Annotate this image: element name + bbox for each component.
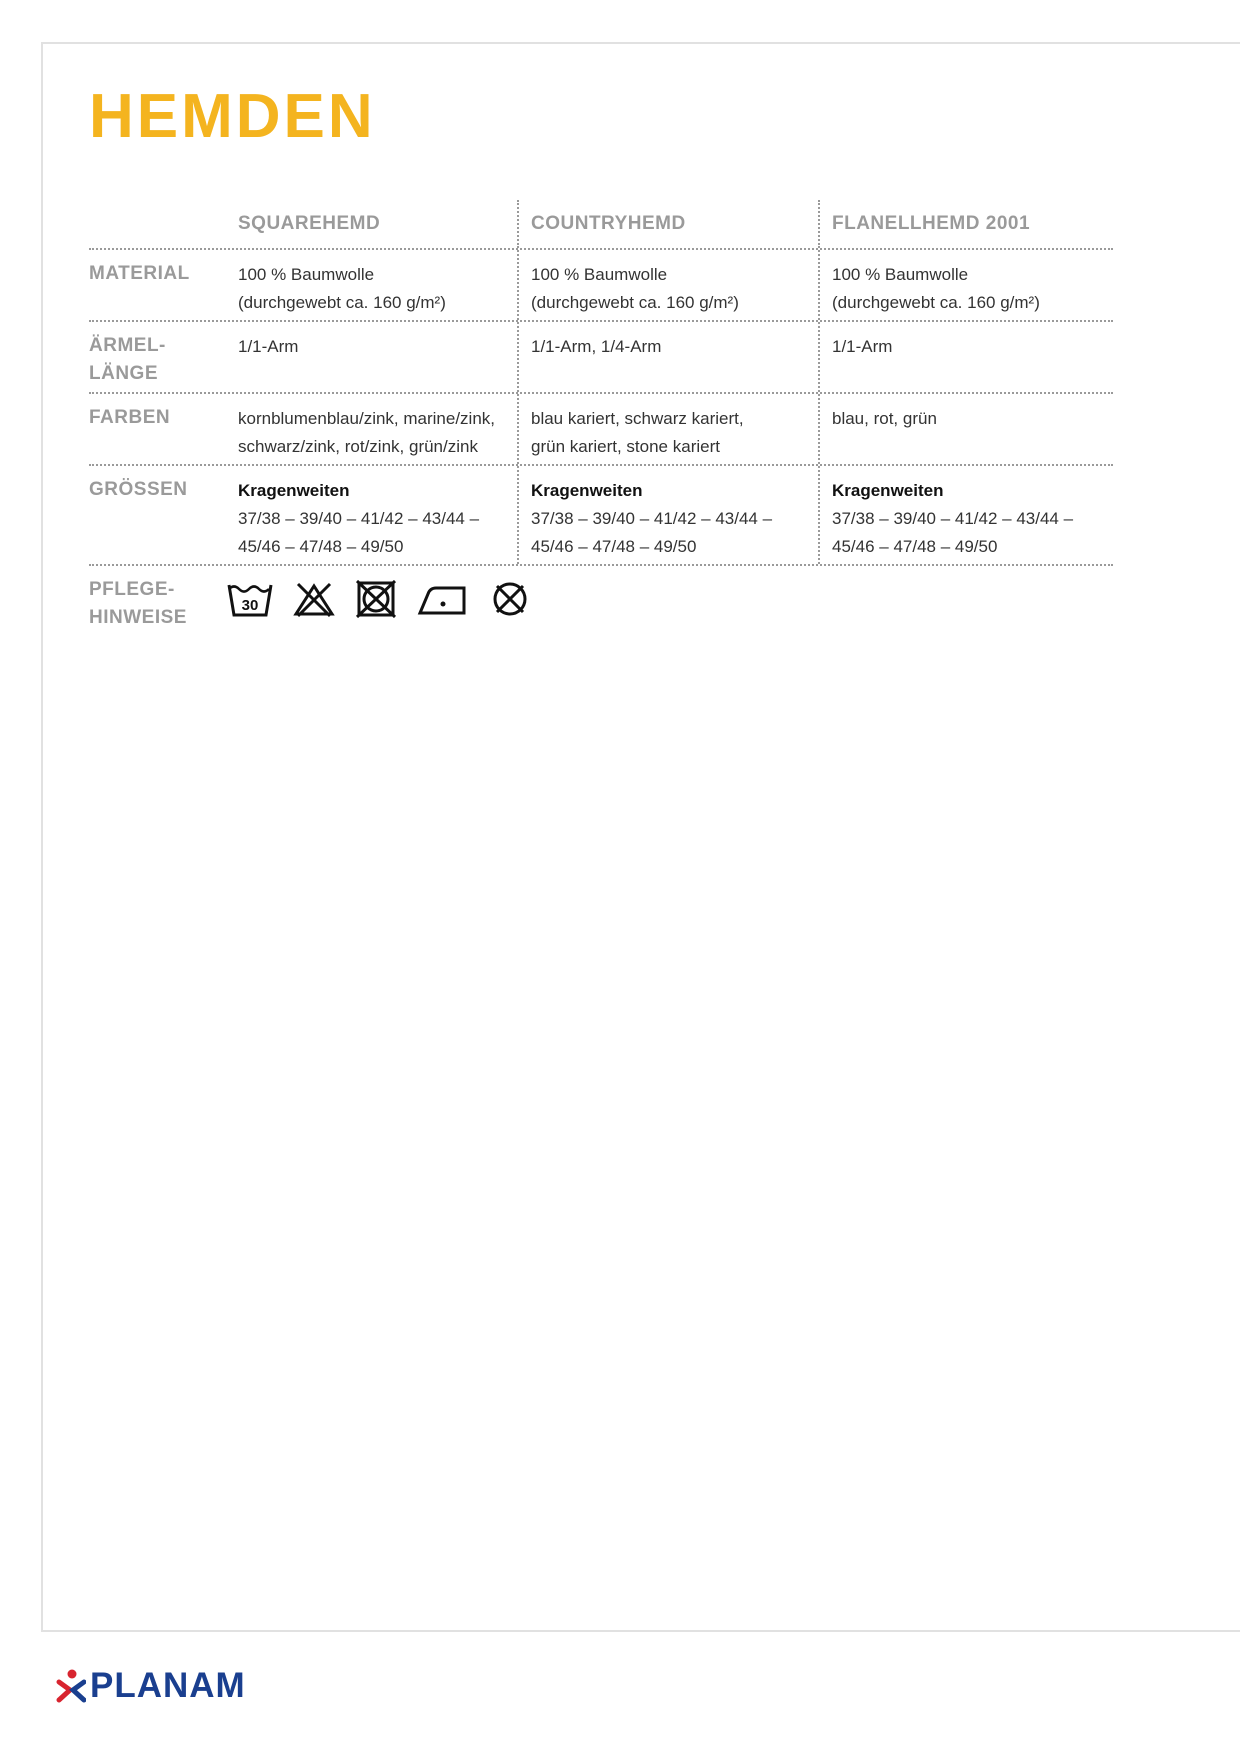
- wash-30-icon: [226, 580, 274, 618]
- planam-logo: [56, 1666, 246, 1706]
- farben-squarehemd: [226, 394, 517, 464]
- material-countryhemd: [517, 250, 818, 320]
- iron-low-icon: [416, 580, 470, 618]
- farben-line: blau, rot, grün: [832, 409, 937, 428]
- table-row-groessen: [89, 464, 1113, 564]
- material-squarehemd: [226, 250, 517, 320]
- material-note: (durchgewebt ca. 160 g/m²): [238, 293, 446, 312]
- groessen-heading: Kragenweiten: [238, 481, 350, 500]
- groessen-countryhemd: [517, 466, 818, 564]
- groessen-line: 45/46 – 47/48 – 49/50: [531, 537, 697, 556]
- planam-logo-text: PLANAM: [90, 1666, 246, 1705]
- groessen-line: 37/38 – 39/40 – 41/42 – 43/44 –: [531, 509, 773, 528]
- row-label-groessen: GRÖSSEN: [89, 479, 188, 500]
- farben-line: kornblumenblau/zink, marine/zink,: [238, 409, 496, 428]
- groessen-line: 45/46 – 47/48 – 49/50: [832, 537, 998, 556]
- groessen-heading: Kragenweiten: [832, 481, 944, 500]
- no-bleach-icon: [292, 580, 336, 618]
- column-header-countryhemd: COUNTRYHEMD: [517, 200, 818, 248]
- no-tumble-dry-icon: [354, 580, 398, 618]
- aermel-squarehemd: 1/1-Arm: [238, 337, 299, 356]
- table-row-farben: [89, 392, 1113, 464]
- groessen-flanellhemd: [818, 466, 1113, 564]
- farben-line: grün kariert, stone kariert: [531, 437, 720, 456]
- groessen-squarehemd: [226, 466, 517, 564]
- header-empty-cell: [89, 200, 226, 248]
- material-note: (durchgewebt ca. 160 g/m²): [531, 293, 739, 312]
- spec-table: [89, 200, 1113, 636]
- aermel-flanellhemd: 1/1-Arm: [818, 322, 1113, 392]
- wash-temperature: 30: [241, 597, 259, 614]
- groessen-heading: Kragenweiten: [531, 481, 643, 500]
- material-text: 100 % Baumwolle: [531, 265, 668, 284]
- farben-countryhemd: [517, 394, 818, 464]
- material-text: 100 % Baumwolle: [238, 265, 375, 284]
- care-symbols: [226, 566, 550, 636]
- aermel-countryhemd: 1/1-Arm, 1/4-Arm: [517, 322, 818, 392]
- groessen-line: 37/38 – 39/40 – 41/42 – 43/44 –: [832, 509, 1074, 528]
- row-label-material: MATERIAL: [89, 263, 190, 284]
- table-header-row: [89, 200, 1113, 248]
- page-title: HEMDEN: [89, 82, 376, 151]
- material-flanellhemd: [818, 250, 1113, 320]
- farben-flanellhemd: [818, 394, 1113, 464]
- row-label-farben: FARBEN: [89, 407, 171, 428]
- farben-line: blau kariert, schwarz kariert,: [531, 409, 744, 428]
- table-row-material: [89, 248, 1113, 320]
- row-label-aermellaenge: ÄRMEL- LÄNGE: [89, 335, 166, 384]
- planam-logo-figure-icon: [56, 1669, 86, 1703]
- material-note: (durchgewebt ca. 160 g/m²): [832, 293, 1040, 312]
- groessen-line: 45/46 – 47/48 – 49/50: [238, 537, 404, 556]
- column-header-flanellhemd: FLANELLHEMD 2001: [818, 200, 1113, 248]
- row-label-pflegehinweise: PFLEGE- HINWEISE: [89, 579, 187, 628]
- farben-line: schwarz/zink, rot/zink, grün/zink: [238, 437, 478, 456]
- no-dry-clean-icon: [488, 580, 532, 618]
- material-text: 100 % Baumwolle: [832, 265, 969, 284]
- table-row-pflegehinweise: [89, 564, 1113, 636]
- groessen-line: 37/38 – 39/40 – 41/42 – 43/44 –: [238, 509, 480, 528]
- column-header-squarehemd: SQUAREHEMD: [238, 213, 381, 234]
- table-row-aermellaenge: [89, 320, 1113, 392]
